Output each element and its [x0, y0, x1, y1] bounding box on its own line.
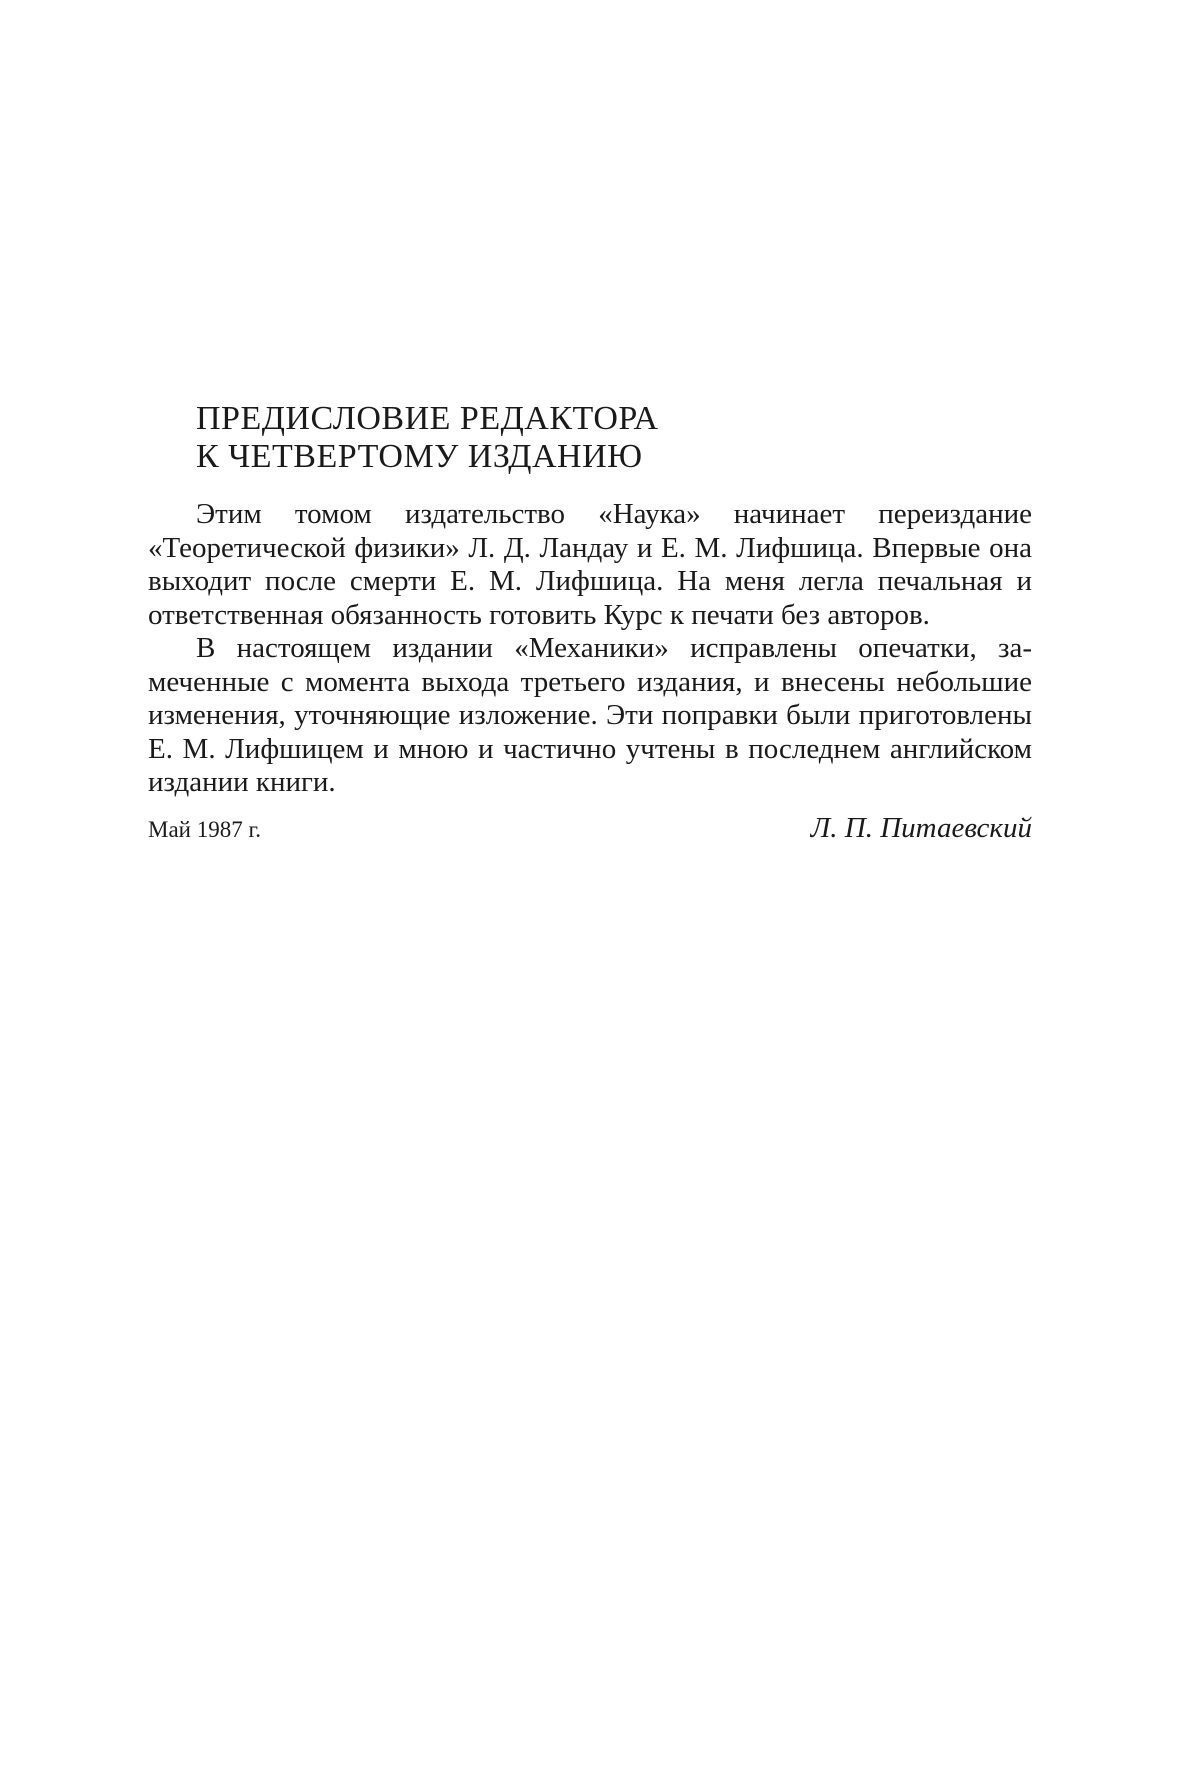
preface-heading-line-1: ПРЕДИСЛОВИЕ РЕДАКТОРА	[196, 400, 659, 437]
preface-heading	[196, 400, 1032, 476]
signature-date: Май 1987 г.	[148, 816, 262, 842]
signature-row	[148, 812, 1032, 845]
preface-paragraph-1: Этим томом издательство «Наука» начинает переиздание «Теоретической физики» Л. Д. Ландау и Е. М. Лифшица. Впервые она выходит после смерти Е. М. Лифшица. На меня легла печальная и ответственная обязанность готовить Курс к печати без авторов.	[148, 498, 1032, 631]
preface-paragraph-2: В настоящем издании «Механики» исправлены опечатки, замеченные с момента выхода третьего издания, и внесены небольшие изменения, уточняющие изложение. Эти поправки были приготовлены Е. М. Лифшицем и мною и частично учтены в последнем английском издании книги.	[148, 632, 1032, 798]
signature-author: Л. П. Питаевский	[810, 811, 1032, 844]
preface-text-block	[148, 400, 1032, 845]
preface-heading-line-2: К ЧЕТВЕРТОМУ ИЗДАНИЮ	[196, 438, 643, 475]
